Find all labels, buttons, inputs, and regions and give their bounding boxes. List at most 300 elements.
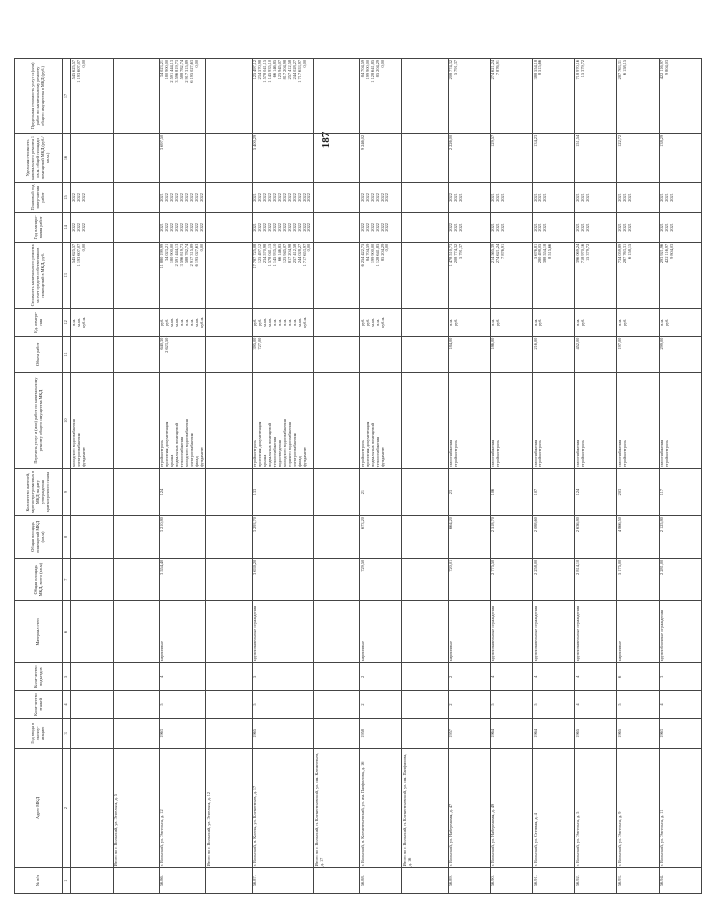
area-premises-cell-text: 2 088,60 [532, 517, 538, 533]
address-cell-text: г. Вольский, п. Клены, ул. Клементьев, д. 17 [252, 785, 258, 867]
cost-cell [659, 242, 701, 308]
limit-cost-cell [402, 59, 448, 134]
cost-cell-line: 7 876,91 [500, 243, 506, 259]
entrances-cell [402, 663, 448, 691]
column-header: Предельная стоимость услуг и (или) работ по капитальному ремонту общего имущества в МКД (руб.) [15, 59, 63, 134]
row-number-text: 56.91. [532, 875, 538, 887]
floors-cell-text: 5 [159, 703, 165, 706]
area-premises-cell [113, 516, 159, 559]
residents-cell [252, 469, 313, 516]
column-number: 6 [63, 601, 71, 663]
plan-year-cell-line: 2021 [664, 223, 670, 232]
end-year-cell [252, 183, 313, 213]
walls-cell [360, 601, 402, 663]
cost-cell-line: 5 791,37 [458, 243, 464, 259]
year-cell-text: 1963 [659, 729, 665, 738]
residents-cell [448, 469, 490, 516]
end-year-cell [532, 183, 574, 213]
column-header: Общая площадь МКД, всего (кв.м) [15, 558, 63, 601]
end-year-cell-line: 2022 [281, 193, 287, 202]
plan-year-cell-line: 2021 [616, 223, 622, 232]
works-cell-line: проектная документация [257, 421, 263, 468]
column-number: 4 [63, 691, 71, 719]
works-cell-line: электроснабжения [291, 433, 297, 468]
works-cell [252, 373, 313, 469]
end-year-cell-line: 2022 [80, 193, 86, 202]
column-number: 3 [63, 718, 71, 748]
address-cell [71, 748, 113, 868]
unit-cost-cell [360, 133, 402, 182]
residents-cell [360, 469, 402, 516]
floors-cell-text: 2 [359, 703, 365, 706]
row-number-text: 56.89. [448, 875, 454, 887]
limit-cost-cell-line: 15 379,72 [579, 60, 585, 78]
end-year-cell-line: 2021 [584, 193, 590, 202]
address-cell [159, 748, 206, 868]
entrances-cell [206, 663, 252, 691]
floors-cell [448, 691, 490, 719]
area-total-cell [252, 558, 313, 601]
area-premises-cell [490, 516, 532, 559]
cost-cell-line: 2 917 315,89 [188, 243, 194, 267]
plan-year-cell-line: 2022 [291, 223, 297, 232]
address-cell [360, 748, 402, 868]
area-premises-cell-text: 2 636,80 [574, 517, 580, 533]
works-cell-line: газоснабжения [659, 439, 665, 468]
walls-cell-text: крупнопанельные ограждения [574, 606, 580, 662]
total-row [206, 59, 252, 894]
unit-cost-cell-text: 122,72 [616, 134, 622, 147]
plan-year-cell-line: 2021 [495, 223, 501, 232]
walls-cell [490, 601, 532, 663]
address-cell [113, 748, 159, 868]
limit-cost-cell [532, 59, 574, 134]
limit-cost-cell-line: 1 717 653,97 [296, 60, 302, 83]
year-cell [402, 718, 448, 748]
plan-year-cell-line: 2022 [75, 223, 81, 232]
limit-cost-cell-line: 3 596 819,73 [174, 60, 180, 83]
cost-cell-line: 396 069,24 [574, 243, 580, 264]
works-cell-line: проектная документация [164, 421, 170, 468]
plan-year-cell-line: 2022 [184, 223, 190, 232]
address-cell [532, 748, 574, 868]
units-cell-line: м.кв. [369, 317, 375, 327]
end-year-cell-line: 2022 [379, 193, 385, 202]
units-cell-line: куб.м. [379, 316, 385, 328]
address-cell [448, 748, 490, 868]
cost-cell-line: 1 193 607,07 [75, 243, 81, 267]
cost-cell-line: 6 195 027,63 [193, 243, 199, 267]
plan-year-cell-line: 2021 [584, 223, 590, 232]
cost-cell-line: 274 621,24 [495, 243, 501, 264]
units-cell [448, 308, 490, 336]
plan-year-cell-line: 2022 [266, 223, 272, 232]
units-cell-line: п.м. [448, 318, 454, 326]
cost-cell-line: 0,00 [198, 243, 204, 252]
address-cell [659, 748, 701, 868]
year-cell-text: 1965 [574, 729, 580, 738]
limit-cost-cell-line: 5 791,37 [453, 60, 459, 76]
row-number [360, 868, 402, 894]
cost-cell [532, 242, 574, 308]
limit-cost-cell-line: 234 570,98 [257, 60, 263, 80]
plan-year-cell [575, 212, 617, 242]
residents-cell [71, 469, 113, 516]
column-header: Адрес МКД [15, 748, 63, 868]
units-cell-line: п.м. [179, 318, 185, 326]
area-premises-cell [659, 516, 701, 559]
units-cell-line: руб. [664, 318, 670, 327]
year-cell-text: 1957 [448, 729, 454, 738]
cost-cell-line: 34 023,21 [164, 243, 170, 261]
end-year-cell-line: 2021 [659, 193, 665, 202]
column-number: 2 [63, 748, 71, 868]
units-cell-line: м.кв. [262, 317, 268, 327]
cost-cell-line: 287 763,31 [621, 243, 627, 264]
works-cell [71, 373, 113, 469]
works-cell-line: фасад [296, 456, 302, 468]
year-cell [490, 718, 532, 748]
limit-cost-cell-line: 8 515,66 [537, 60, 543, 76]
year-cell [113, 718, 159, 748]
plan-year-cell [402, 212, 448, 242]
volume-cell [532, 336, 574, 372]
end-year-cell [159, 183, 206, 213]
end-year-cell-line: 2021 [621, 193, 627, 202]
units-cell-line: п.м. [276, 318, 282, 326]
units-cell [575, 308, 617, 336]
units-cell-line: руб. [164, 318, 170, 327]
walls-cell [252, 601, 313, 663]
year-cell-text: 1964 [490, 729, 496, 738]
floors-cell [206, 691, 252, 719]
units-cell [159, 308, 206, 336]
works-cell [575, 373, 617, 469]
units-cell-line: руб. [537, 318, 543, 327]
cost-cell-line: 125 945,07 [281, 243, 287, 264]
works-cell-line: фундамент [80, 447, 86, 468]
address-cell-text: Итого по г. Вольский, п. Клементьевский, ул. им. Панфилова, д. 16 [401, 753, 412, 867]
residents-cell-text: 23 [448, 489, 454, 495]
plan-year-cell-line: 2022 [296, 223, 302, 232]
limit-cost-cell [448, 59, 490, 134]
end-year-cell-line: 2021 [574, 193, 580, 202]
works-cell-line: стройконтроль [252, 440, 258, 468]
limit-cost-cell [71, 59, 113, 134]
total-row [314, 59, 360, 894]
residents-cell [159, 469, 206, 516]
cost-cell-line: 66 146,85 [276, 243, 282, 261]
units-cell [402, 308, 448, 336]
cost-cell-line: 1 145 935,10 [271, 243, 277, 267]
area-total-cell-text: 3 630,20 [252, 559, 258, 575]
end-year-cell [617, 183, 659, 213]
cost-cell-line: 85 204,29 [379, 243, 385, 261]
plan-year-cell [617, 212, 659, 242]
walls-cell-text: крупнопанельные ограждения [532, 606, 538, 662]
address-cell-text: Итого по г. Вольский, ул. Энгельса, д. 12 [205, 791, 211, 867]
floors-cell [159, 691, 206, 719]
plan-year-cell-line: 2022 [306, 223, 312, 232]
limit-cost-cell [490, 59, 532, 134]
unit-cost-cell-text: 9 246,02 [359, 134, 365, 150]
unit-cost-cell [448, 133, 490, 182]
plan-year-cell-line: 2022 [369, 223, 375, 232]
walls-cell [575, 601, 617, 663]
plan-year-cell-line: 2022 [188, 223, 194, 232]
column-header: Коли-чество подъездов [15, 663, 63, 691]
area-total-cell [360, 558, 402, 601]
column-number: 11 [63, 336, 71, 372]
total-row [402, 59, 448, 894]
end-year-cell-line: 2021 [458, 193, 464, 202]
area-premises-cell-text: 2 125,80 [659, 517, 665, 533]
address-cell-text: г. Вольский, ул. Энгельса, д. 11 [659, 809, 665, 867]
limit-cost-cell-line: 2 917 315,89 [184, 60, 190, 83]
unit-cost-cell [113, 133, 159, 182]
area-premises-cell [532, 516, 574, 559]
cost-cell-line: 6 254 422,75 [359, 243, 365, 267]
floors-cell [360, 691, 402, 719]
area-total-cell [206, 558, 252, 601]
walls-cell-text: кирпичные [359, 641, 365, 662]
end-year-cell [490, 183, 532, 213]
area-total-cell [490, 558, 532, 601]
walls-cell [617, 601, 659, 663]
end-year-cell-line: 2021 [616, 193, 622, 202]
row-number [490, 868, 532, 894]
plan-year-cell [532, 212, 574, 242]
end-year-cell-line: 2022 [359, 193, 365, 202]
residents-cell-text: 203 [616, 488, 622, 496]
cost-cell-line: 199 900,00 [369, 243, 375, 264]
area-total-cell-text: 2 775,50 [490, 559, 496, 575]
column-number: 1 [63, 868, 71, 894]
works-cell-line: стройконтроль [359, 440, 365, 468]
works-cell-line: теплоснабжения [179, 437, 185, 468]
year-cell [71, 718, 113, 748]
floors-cell [490, 691, 532, 719]
plan-year-cell [360, 212, 402, 242]
units-cell-line: м.кв. [75, 317, 81, 327]
column-number: 8 [63, 516, 71, 559]
works-cell [113, 373, 159, 469]
volume-cell [448, 336, 490, 372]
cost-cell-line: 280 498,05 [537, 243, 543, 264]
table-row [360, 59, 402, 894]
table-row [159, 59, 206, 894]
walls-cell [532, 601, 574, 663]
year-cell [314, 718, 360, 748]
cost-cell [252, 242, 313, 308]
plan-year-cell-line: 2022 [80, 223, 86, 232]
unit-cost-cell [252, 133, 313, 182]
table-row [659, 59, 701, 894]
end-year-cell-line: 2022 [384, 193, 390, 202]
works-cell-line: фундамент [379, 447, 385, 468]
residents-cell-text: 117 [659, 488, 665, 496]
cost-cell-line: 1 578 041,15 [266, 243, 272, 267]
address-cell-text: г. Вольский, п. Клементьевский, ул. им. Панфилова, д. 16 [359, 761, 365, 867]
units-cell-line: м.кв. [169, 317, 175, 327]
works-cell-line: фундамент [198, 447, 204, 468]
table-rotator [14, 58, 674, 894]
column-header: Объем работ [15, 336, 63, 372]
volume-cell [575, 336, 617, 372]
plan-year-cell [252, 212, 313, 242]
address-cell [617, 748, 659, 868]
floors-cell [314, 691, 360, 719]
table-row [532, 59, 574, 894]
cost-cell [617, 242, 659, 308]
plan-year-cell-line: 2022 [164, 223, 170, 232]
row-number-text: 56.88. [359, 875, 365, 887]
address-cell-text: г. Вольский, ул. Набережная, д. 47 [448, 803, 454, 867]
limit-cost-cell-line: 257 412,58 [286, 60, 292, 80]
limit-cost-cell-line: 545 625,57 [70, 60, 76, 80]
units-cell-line: п.м. [281, 318, 287, 326]
unit-cost-cell [532, 133, 574, 182]
unit-cost-cell [575, 133, 617, 182]
column-header: Год планиро-вания работ [15, 212, 63, 242]
area-total-cell [617, 558, 659, 601]
area-total-cell-text: 720,01 [448, 559, 454, 572]
area-premises-cell [448, 516, 490, 559]
volume-cell-line: 216,00 [532, 337, 538, 350]
volume-cell-line: 197,00 [616, 337, 622, 350]
unit-cost-cell [659, 133, 701, 182]
column-header: Ед. измере-ния [15, 308, 63, 336]
plan-year-cell-line: 2021 [621, 223, 627, 232]
units-cell-line: руб. [579, 318, 585, 327]
limit-cost-cell-line: 588 782,74 [179, 60, 185, 80]
units-cell [360, 308, 402, 336]
limit-cost-cell-line: 1 578 041,15 [262, 60, 268, 83]
year-cell [532, 718, 574, 748]
year-cell-text: 1965 [616, 729, 622, 738]
cost-cell [314, 242, 360, 308]
cost-cell-line: 388 554,18 [542, 243, 548, 264]
plan-year-cell-line: 2022 [271, 223, 277, 232]
address-cell [252, 748, 313, 868]
works-cell-line: газоснабжения [448, 439, 454, 468]
residents-cell [532, 469, 574, 516]
page-number: 187 [320, 131, 332, 149]
volume-cell [159, 336, 206, 372]
limit-cost-cell [206, 59, 252, 134]
entrances-cell-text: 4 [574, 675, 580, 678]
end-year-cell [575, 183, 617, 213]
works-cell-line: холодного водоснабжения [281, 419, 287, 468]
units-cell-line: руб. [159, 318, 165, 327]
end-year-cell-line: 2021 [579, 193, 585, 202]
year-cell [448, 718, 490, 748]
end-year-cell-line: 2022 [193, 193, 199, 202]
end-year-cell-line: 2022 [374, 193, 380, 202]
walls-cell-text: кирпичные [448, 641, 454, 662]
column-number: 13 [63, 242, 71, 308]
units-cell-line: п.м. [616, 318, 622, 326]
end-year-cell-line: 2021 [664, 193, 670, 202]
area-premises-cell [314, 516, 360, 559]
area-total-cell-text: 2 814,10 [574, 559, 580, 575]
residents-cell [206, 469, 252, 516]
cost-cell [575, 242, 617, 308]
address-cell [490, 748, 532, 868]
end-year-cell-line: 2021 [626, 193, 632, 202]
entrances-cell [252, 663, 313, 691]
volume-cell [617, 336, 659, 372]
plan-year-cell-line: 2021 [532, 223, 538, 232]
plan-year-cell-line: 2022 [262, 223, 268, 232]
cost-cell-line: 422 116,97 [664, 243, 670, 263]
volume-cell [314, 336, 360, 372]
entrances-cell-text: 2 [448, 675, 454, 678]
units-cell-line: п.м. [188, 318, 194, 326]
plan-year-cell-line: 2021 [159, 223, 165, 232]
volume-cell-line: 395,00 [252, 337, 258, 350]
unit-cost-cell [159, 133, 206, 182]
area-premises-cell [206, 516, 252, 559]
entrances-cell-text: 4 [532, 675, 538, 678]
floors-cell [617, 691, 659, 719]
walls-cell [206, 601, 252, 663]
floors-cell [402, 691, 448, 719]
limit-cost-cell-line: 0,00 [80, 60, 86, 68]
address-cell [314, 748, 360, 868]
column-number: 10 [63, 373, 71, 469]
residents-cell [617, 469, 659, 516]
works-cell-line: стройконтроль [159, 440, 165, 468]
works-cell-line: крыша [262, 454, 268, 468]
limit-cost-cell [575, 59, 617, 134]
works-cell-line: крыша [169, 454, 175, 468]
row-number [448, 868, 490, 894]
area-premises-cell [575, 516, 617, 559]
units-cell-line: руб. [364, 318, 370, 327]
plan-year-cell [448, 212, 490, 242]
cost-cell-line: 257 412,58 [291, 243, 297, 264]
volume-cell-line: 184,00 [448, 337, 454, 350]
limit-cost-cell-line: 244 028,27 [291, 60, 297, 80]
end-year-cell-line: 2022 [174, 193, 180, 202]
end-year-cell-line: 2022 [276, 193, 282, 202]
works-cell-line: стройконтроль [621, 440, 627, 468]
limit-cost-cell-line: 287 763,31 [616, 60, 622, 80]
floors-cell [659, 691, 701, 719]
works-cell-line: электроснабжения [75, 433, 81, 468]
cost-cell-line: 15 379,72 [584, 243, 590, 261]
units-cell-line: п.м. [374, 318, 380, 326]
plan-year-cell-line: 2021 [542, 223, 548, 232]
column-number: 12 [63, 308, 71, 336]
walls-cell-text: кирпичные [616, 641, 622, 662]
total-row [113, 59, 159, 894]
works-cell-line: газоснабжения [490, 439, 496, 468]
units-cell [532, 308, 574, 336]
plan-year-cell-line: 2022 [384, 223, 390, 232]
limit-cost-cell-line: 199 900,00 [364, 60, 370, 80]
unit-cost-cell-text: 2 226,00 [448, 134, 454, 150]
unit-cost-cell [490, 133, 532, 182]
column-header: Коли-чество этажей [15, 691, 63, 719]
floors-cell-text: 5 [490, 703, 496, 706]
volume-cell-line: 186,00 [490, 337, 496, 350]
plan-year-cell [314, 212, 360, 242]
units-cell-line: п.м. [532, 318, 538, 326]
limit-cost-cell-line: 274 621,24 [490, 60, 496, 80]
area-total-cell [448, 558, 490, 601]
